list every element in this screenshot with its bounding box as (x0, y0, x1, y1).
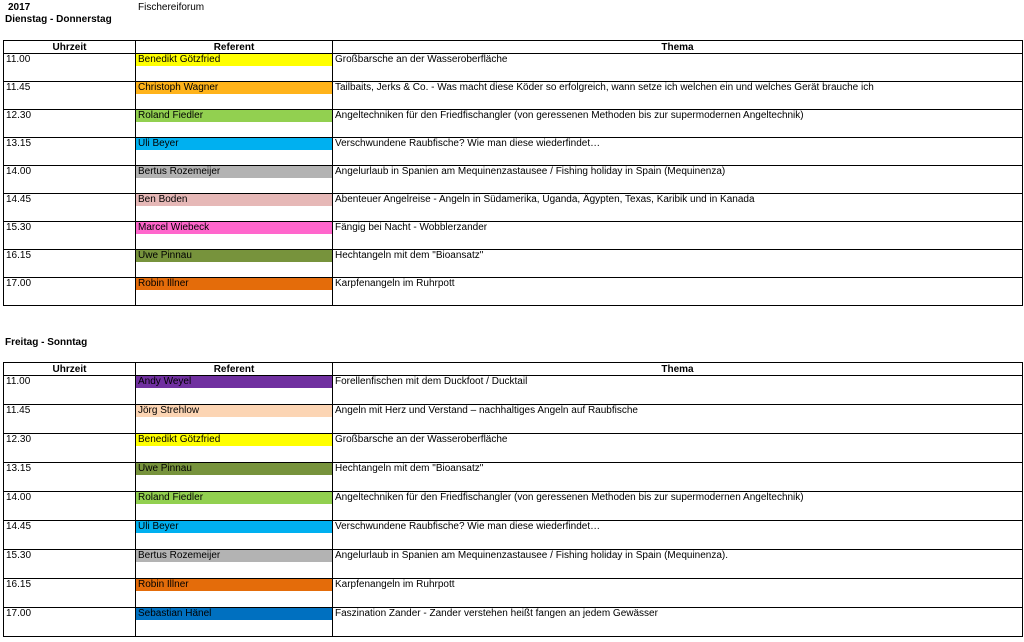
column-header-topic: Thema (333, 363, 1023, 376)
time-cell: 17.00 (4, 608, 136, 637)
topic-cell: Tailbaits, Jerks & Co. - Was macht diese Köder so erfolgreich, wann setze ich welchen ein und welches Gerät brauche ich (333, 82, 1023, 110)
speaker-cell (136, 376, 333, 405)
topic-cell: Verschwundene Raubfische? Wie man diese wiederfindet… (333, 138, 1023, 166)
section-title-weekend: Freitag - Sonntag (5, 337, 88, 348)
speaker-cell (136, 82, 333, 110)
time-cell: 14.45 (4, 521, 136, 550)
table-row (4, 579, 1023, 608)
topic-cell: Verschwundene Raubfische? Wie man diese wiederfindet… (333, 521, 1023, 550)
topic-cell: Forellenfischen mit dem Duckfoot / Ducktail (333, 376, 1023, 405)
table-row (4, 608, 1023, 637)
topic-cell: Hechtangeln mit dem "Bioansatz" (333, 463, 1023, 492)
speaker-name: Uli Beyer (136, 138, 332, 150)
column-header-topic: Thema (333, 41, 1023, 54)
table-row (4, 376, 1023, 405)
speaker-name: Andy Weyel (136, 376, 332, 388)
schedule-table-weekdays (3, 40, 1023, 306)
speaker-cell (136, 579, 333, 608)
speaker-name: Roland Fiedler (136, 492, 332, 504)
time-cell: 17.00 (4, 278, 136, 306)
speaker-name: Benedikt Götzfried (136, 434, 332, 446)
table-row (4, 434, 1023, 463)
speaker-cell (136, 194, 333, 222)
topic-cell: Angeltechniken für den Friedfischangler (von geressenen Methoden bis zur supermodernen Angeltechnik) (333, 110, 1023, 138)
table-row (4, 492, 1023, 521)
table-row (4, 250, 1023, 278)
speaker-name: Bertus Rozemeijer (136, 166, 332, 178)
table-row (4, 110, 1023, 138)
column-header-speaker: Referent (136, 363, 333, 376)
speaker-cell (136, 166, 333, 194)
column-header-speaker: Referent (136, 41, 333, 54)
topic-cell: Faszination Zander - Zander verstehen heißt fangen an jedem Gewässer (333, 608, 1023, 637)
speaker-name: Benedikt Götzfried (136, 54, 332, 66)
time-cell: 12.30 (4, 434, 136, 463)
topic-cell: Karpfenangeln im Ruhrpott (333, 278, 1023, 306)
speaker-name: Marcel Wiebeck (136, 222, 332, 234)
speaker-name: Uli Beyer (136, 521, 332, 533)
time-cell: 11.00 (4, 376, 136, 405)
topic-cell: Angeln mit Herz und Verstand – nachhaltiges Angeln auf Raubfische (333, 405, 1023, 434)
time-cell: 14.00 (4, 166, 136, 194)
speaker-cell (136, 222, 333, 250)
time-cell: 11.45 (4, 405, 136, 434)
topic-cell: Angelurlaub in Spanien am Mequinenzastausee / Fishing holiday in Spain (Mequinenza) (333, 166, 1023, 194)
speaker-cell (136, 521, 333, 550)
speaker-name: Uwe Pinnau (136, 250, 332, 262)
speaker-name: Uwe Pinnau (136, 463, 332, 475)
speaker-cell (136, 550, 333, 579)
speaker-cell (136, 110, 333, 138)
time-cell: 16.15 (4, 579, 136, 608)
speaker-name: Robin Illner (136, 579, 332, 591)
time-cell: 15.30 (4, 222, 136, 250)
time-cell: 13.15 (4, 463, 136, 492)
time-cell: 11.45 (4, 82, 136, 110)
speaker-name: Robin Illner (136, 278, 332, 290)
speaker-name: Roland Fiedler (136, 110, 332, 122)
forum-title: Fischereiforum (138, 2, 205, 13)
speaker-name: Bertus Rozemeijer (136, 550, 332, 562)
topic-cell: Hechtangeln mit dem "Bioansatz" (333, 250, 1023, 278)
topic-cell: Angeltechniken für den Friedfischangler (von geressenen Methoden bis zur supermodernen Angeltechnik) (333, 492, 1023, 521)
table-row (4, 82, 1023, 110)
column-header-time: Uhrzeit (4, 41, 136, 54)
topic-cell: Großbarsche an der Wasseroberfläche (333, 434, 1023, 463)
table-row (4, 278, 1023, 306)
speaker-name: Sebastian Hänel (136, 608, 332, 620)
table-row (4, 405, 1023, 434)
time-cell: 16.15 (4, 250, 136, 278)
speaker-name: Ben Boden (136, 194, 332, 206)
speaker-cell (136, 434, 333, 463)
speaker-cell (136, 250, 333, 278)
time-cell: 13.15 (4, 138, 136, 166)
table-row (4, 521, 1023, 550)
table-row (4, 550, 1023, 579)
table-header-row (4, 363, 1023, 376)
year-label: 2017 (8, 2, 31, 13)
speaker-cell (136, 463, 333, 492)
speaker-cell (136, 492, 333, 521)
table-row (4, 138, 1023, 166)
speaker-cell (136, 608, 333, 637)
time-cell: 15.30 (4, 550, 136, 579)
speaker-cell (136, 278, 333, 306)
time-cell: 11.00 (4, 54, 136, 82)
topic-cell: Angelurlaub in Spanien am Mequinenzastausee / Fishing holiday in Spain (Mequinenza). (333, 550, 1023, 579)
section-title-weekdays: Dienstag - Donnerstag (5, 14, 112, 25)
speaker-cell (136, 405, 333, 434)
table-row (4, 166, 1023, 194)
time-cell: 12.30 (4, 110, 136, 138)
time-cell: 14.00 (4, 492, 136, 521)
speaker-cell (136, 54, 333, 82)
speaker-name: Jörg Strehlow (136, 405, 332, 417)
table-row (4, 463, 1023, 492)
speaker-cell (136, 138, 333, 166)
speaker-name: Christoph Wagner (136, 82, 332, 94)
time-cell: 14.45 (4, 194, 136, 222)
topic-cell: Fängig bei Nacht - Wobblerzander (333, 222, 1023, 250)
schedule-body-weekend (4, 376, 1023, 637)
schedule-table-weekend (3, 362, 1023, 637)
topic-cell: Großbarsche an der Wasseroberfläche (333, 54, 1023, 82)
table-row (4, 54, 1023, 82)
schedule-body-weekdays (4, 54, 1023, 306)
column-header-time: Uhrzeit (4, 363, 136, 376)
table-header-row (4, 41, 1023, 54)
topic-cell: Karpfenangeln im Ruhrpott (333, 579, 1023, 608)
table-row (4, 194, 1023, 222)
table-row (4, 222, 1023, 250)
topic-cell: Abenteuer Angelreise - Angeln in Südamerika, Uganda, Ägypten, Texas, Karibik und in Kanada (333, 194, 1023, 222)
